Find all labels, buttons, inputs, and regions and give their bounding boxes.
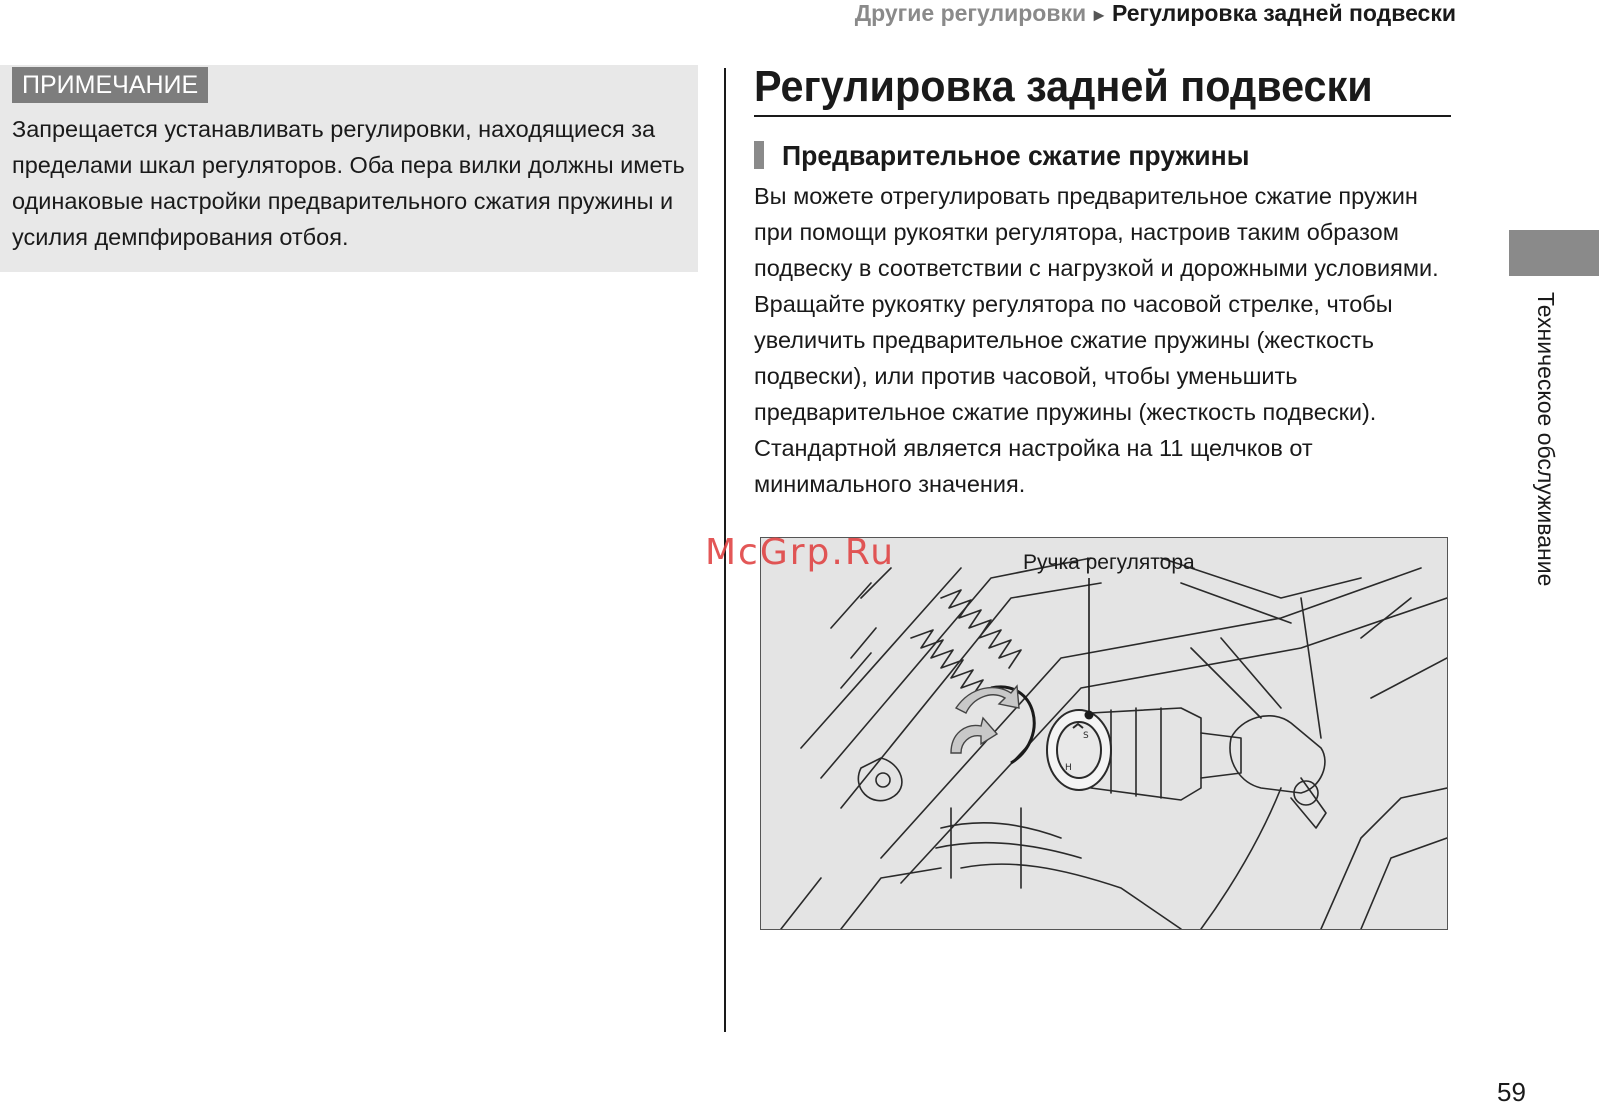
counterclockwise-arrow-icon	[951, 718, 997, 753]
title-rule	[754, 115, 1451, 117]
breadcrumb-parent[interactable]: Другие регулировки	[854, 0, 1087, 26]
section-title: Предварительное сжатие пружины	[782, 140, 1250, 171]
page-title: Регулировка задней подвески	[754, 62, 1373, 111]
callout-label: Ручка регулятора	[1023, 551, 1195, 574]
note-text: Запрещается устанавливать регулировки, находящиеся за пределами шкал регуляторов. Оба пера вилки должны иметь одинаковые настройки предварительного сжатия пружины и усилия демпфирования отбоя.	[12, 116, 685, 250]
section-body: Вы можете отрегулировать предварительное сжатие пружин при помощи рукоятки регулятора, настроив таким образом подвеску в соответствии с нагрузкой и дорожными условиями. Вращайте рукоятку регулятора по часовой стрелке, чтобы увеличить предварительное сжатие пружины (жесткость подвески), или против часовой, чтобы уменьшить предварительное сжатие пружины (жесткость подвески). Стандартной является настройка на 11 щелчков от минимального значения.	[754, 183, 1439, 497]
callout-dot	[1085, 711, 1094, 720]
suspension-drawing	[761, 538, 1447, 929]
suspension-illustration	[760, 537, 1448, 930]
breadcrumb	[855, 0, 1456, 28]
breadcrumb-separator-icon: ►	[1090, 5, 1108, 25]
adjuster-knob	[1047, 710, 1111, 790]
note-label: ПРИМЕЧАНИЕ	[12, 67, 208, 103]
side-tab[interactable]	[1509, 230, 1599, 276]
watermark: McGrp.Ru	[705, 532, 896, 573]
clockwise-arrow-icon	[956, 686, 1019, 713]
page-number: 59	[1497, 1077, 1526, 1107]
note-box	[0, 65, 698, 272]
section-marker-icon	[754, 141, 764, 169]
side-section-label: Техническое обслуживание	[1533, 292, 1559, 587]
breadcrumb-current: Регулировка задней подвески	[1111, 0, 1456, 26]
knob-mark-s: S	[1083, 731, 1089, 741]
knob-mark-h: H	[1065, 763, 1072, 773]
